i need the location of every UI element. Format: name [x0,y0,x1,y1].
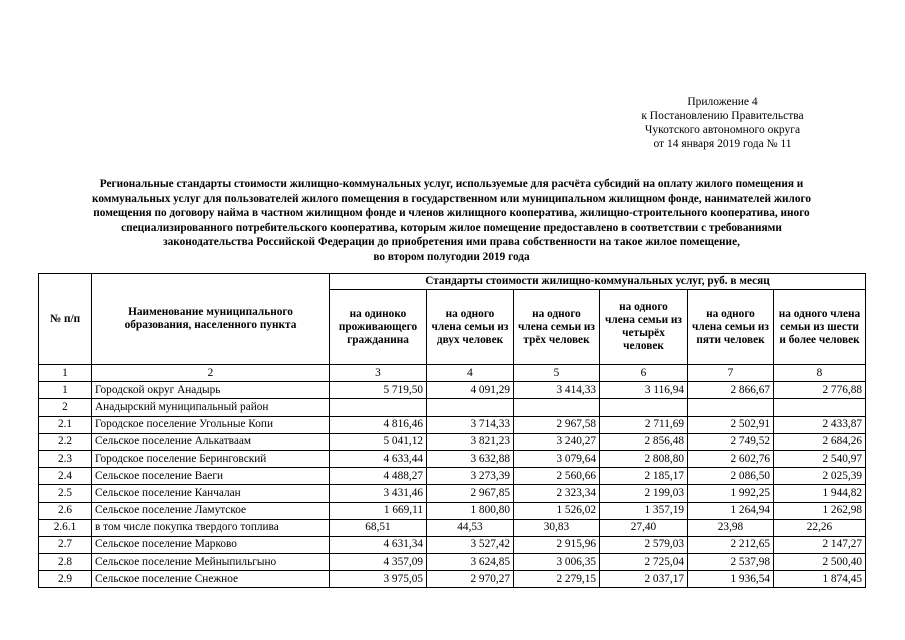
row-number: 2.9 [39,571,92,588]
row-name: Городское поселение Беринговский [92,450,330,467]
row-value-col-5: 3 006,35 [514,554,600,571]
row-value-col-4: 44,53 [427,519,514,536]
row-value-col-7: 2 537,98 [688,554,774,571]
row-value-col-6: 2 725,04 [600,554,688,571]
col-number: 3 [330,365,427,382]
table-row [39,502,866,519]
header-col-6: на одного члена семьи из четырёх человек [600,290,688,365]
row-value-col-4 [427,399,514,416]
table-row [39,399,866,416]
row-value-col-5: 30,83 [514,519,600,536]
col-number: 8 [774,365,866,382]
row-value-col-4: 3 624,85 [427,554,514,571]
row-number: 2 [39,399,92,416]
row-number: 2.1 [39,416,92,433]
column-number-row [39,365,866,382]
row-name: Сельское поселение Алькатваам [92,433,330,450]
row-value-col-4: 1 800,80 [427,502,514,519]
title-line-4: специализированного потребительского кооператива, которым жилое помещение предоставлено в соответствии с требованиями [121,221,782,234]
table-row [39,536,866,553]
row-value-col-7: 1 936,54 [688,571,774,588]
row-value-col-4: 2 967,85 [427,485,514,502]
row-name: Сельское поселение Марково [92,536,330,553]
row-name: Сельское поселение Канчалан [92,485,330,502]
row-value-col-6: 2 711,69 [600,416,688,433]
row-value-col-5: 3 414,33 [514,382,600,399]
row-value-col-5 [514,399,600,416]
row-value-col-6: 2 199,03 [600,485,688,502]
row-value-col-8: 1 944,82 [774,485,866,502]
col-number: 7 [688,365,774,382]
row-name: Анадырский муниципальный район [92,399,330,416]
header-group: Стандарты стоимости жилищно-коммунальных услуг, руб. в месяц [330,274,866,290]
row-value-col-3 [330,399,427,416]
row-name: Городское поселение Угольные Копи [92,416,330,433]
row-number: 2.6.1 [39,519,92,536]
row-value-col-7: 2 866,67 [688,382,774,399]
header-col-8: на одного члена семьи из шести и более человек [774,290,866,365]
row-value-col-8: 2 500,40 [774,554,866,571]
row-value-col-6: 2 579,03 [600,536,688,553]
appendix-line-1: Приложение 4 [687,96,758,108]
row-value-col-5: 2 915,96 [514,536,600,553]
row-value-col-3: 4 816,46 [330,416,427,433]
title-line-2: коммунальных услуг для пользователей жилого помещения в государственном или муниципальном жилищном фонде, нанимателей жилого [91,192,812,205]
row-value-col-3: 3 975,05 [330,571,427,588]
row-value-col-4: 3 821,23 [427,433,514,450]
row-value-col-4: 3 273,39 [427,468,514,485]
row-value-col-3: 4 488,27 [330,468,427,485]
table-row [39,433,866,450]
row-value-col-3: 5 041,12 [330,433,427,450]
col-number: 5 [514,365,600,382]
title-line-1: Региональные стандарты стоимости жилищно-коммунальных услуг, используемые для расчёта субсидий на оплату жилого помещения и [99,178,804,190]
header-col-5: на одного члена семьи из трёх человек [514,290,600,365]
table-row [39,554,866,571]
appendix-line-2: к Постановлению Правительства [641,110,804,122]
row-value-col-8: 1 262,98 [774,502,866,519]
row-value-col-5: 2 560,66 [514,468,600,485]
table-row [39,485,866,502]
title-line-6: во втором полугодии 2019 года [373,250,530,263]
row-value-col-3: 4 357,09 [330,554,427,571]
table-row [39,519,866,536]
row-value-col-8: 2 433,87 [774,416,866,433]
row-number: 2.8 [39,554,92,571]
row-value-col-4: 3 527,42 [427,536,514,553]
row-name: Сельское поселение Ламутское [92,502,330,519]
table-row [39,382,866,399]
row-number: 2.3 [39,450,92,467]
row-value-col-4: 3 714,33 [427,416,514,433]
header-col-3: на одиноко проживающего гражданина [330,290,427,365]
appendix-line-3: Чукотского автономного округа [644,124,801,136]
table-row [39,468,866,485]
row-value-col-7: 2 602,76 [688,450,774,467]
row-value-col-6: 2 856,48 [600,433,688,450]
row-value-col-4: 4 091,29 [427,382,514,399]
row-value-col-4: 3 632,88 [427,450,514,467]
row-value-col-6: 3 116,94 [600,382,688,399]
row-value-col-7: 2 502,91 [688,416,774,433]
row-value-col-7: 2 749,52 [688,433,774,450]
row-value-col-6: 27,40 [600,519,688,536]
table-row [39,416,866,433]
row-value-col-7: 1 264,94 [688,502,774,519]
row-value-col-6: 2 185,17 [600,468,688,485]
document-title [38,177,865,265]
appendix-block [595,95,850,151]
row-value-col-5: 3 240,27 [514,433,600,450]
table-row [39,450,866,467]
row-value-col-3: 3 431,46 [330,485,427,502]
row-number: 2.7 [39,536,92,553]
col-number: 2 [92,365,330,382]
row-value-col-8: 2 684,26 [774,433,866,450]
row-name: Сельское поселение Мейныпильгыно [92,554,330,571]
row-number: 2.5 [39,485,92,502]
row-value-col-5: 2 967,58 [514,416,600,433]
row-number: 1 [39,382,92,399]
col-number: 1 [39,365,92,382]
row-value-col-4: 2 970,27 [427,571,514,588]
row-value-col-6 [600,399,688,416]
row-name: Сельское поселение Ваеги [92,468,330,485]
row-value-col-6: 1 357,19 [600,502,688,519]
row-value-col-8: 2 025,39 [774,468,866,485]
header-name: Наименование муниципального образования, населенного пункта [92,274,330,365]
row-value-col-5: 2 323,34 [514,485,600,502]
row-name: в том числе покупка твердого топлива [92,519,330,536]
standards-table [38,273,866,588]
row-value-col-8: 2 540,97 [774,450,866,467]
row-value-col-7 [688,399,774,416]
row-value-col-6: 2 808,80 [600,450,688,467]
header-col-4: на одного члена семьи из двух человек [427,290,514,365]
col-number: 6 [600,365,688,382]
row-value-col-8 [774,399,866,416]
row-number: 2.2 [39,433,92,450]
title-line-5: законодательства Российской Федерации до приобретения ими права собственности на такое жилое помещение, [163,236,740,249]
header-num: № п/п [39,274,92,365]
row-value-col-5: 3 079,64 [514,450,600,467]
row-value-col-8: 2 147,27 [774,536,866,553]
row-value-col-3: 1 669,11 [330,502,427,519]
row-value-col-5: 1 526,02 [514,502,600,519]
row-value-col-5: 2 279,15 [514,571,600,588]
row-value-col-8: 1 874,45 [774,571,866,588]
row-value-col-3: 5 719,50 [330,382,427,399]
row-name: Сельское поселение Снежное [92,571,330,588]
row-value-col-6: 2 037,17 [600,571,688,588]
row-value-col-8: 22,26 [774,519,866,536]
row-value-col-7: 23,98 [688,519,774,536]
row-number: 2.4 [39,468,92,485]
row-value-col-7: 1 992,25 [688,485,774,502]
row-value-col-3: 68,51 [330,519,427,536]
appendix-line-4: от 14 января 2019 года № 11 [653,138,792,150]
row-value-col-3: 4 631,34 [330,536,427,553]
header-col-7: на одного члена семьи из пяти человек [688,290,774,365]
row-number: 2.6 [39,502,92,519]
row-value-col-7: 2 086,50 [688,468,774,485]
row-value-col-8: 2 776,88 [774,382,866,399]
row-value-col-3: 4 633,44 [330,450,427,467]
row-name: Городской округ Анадырь [92,382,330,399]
table-row [39,571,866,588]
title-line-3: помещения по договору найма в частном жилищном фонде и членов жилищного кооператива, жилищно-строительного кооператива, иного [93,207,810,220]
row-value-col-7: 2 212,65 [688,536,774,553]
col-number: 4 [427,365,514,382]
